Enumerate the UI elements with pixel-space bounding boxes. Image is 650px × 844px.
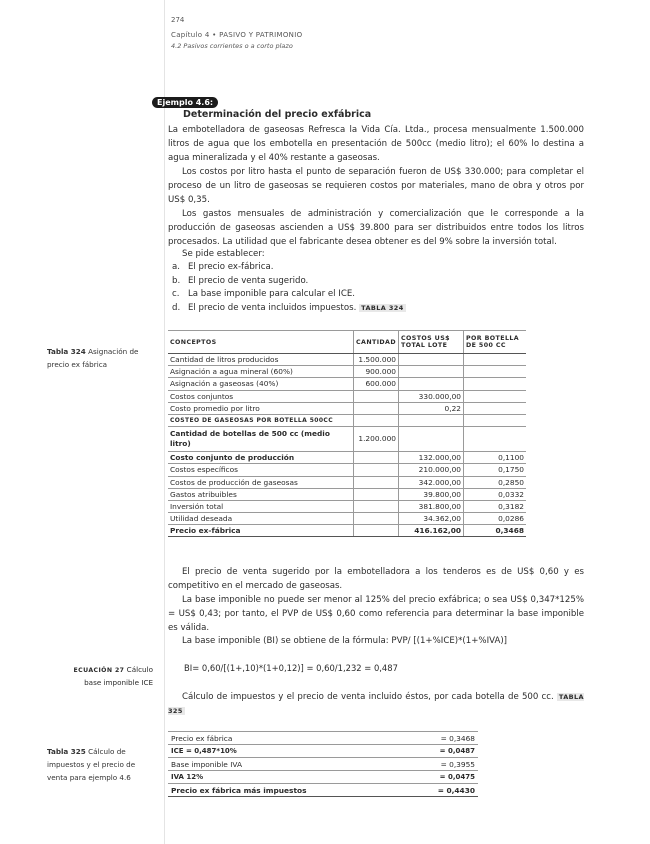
list-item: b. El precio de venta sugerido. (172, 275, 309, 286)
table-total-row: Precio ex fábrica más impuestos = 0,4430 (168, 784, 478, 797)
paragraph-intro: La embotelladora de gaseosas Refresca la Vida Cía. Ltda., procesa mensualmente 1.500.000 litros de agua que los embotella en presentación de 500cc (medio litro); el 60% lo destina a agua mineralizada y el 40% restante a gaseosas. (168, 125, 584, 164)
table-row: IVA 12% = 0,0475 (168, 771, 478, 784)
page-number: 274 (171, 16, 185, 24)
table-row: Cantidad de botellas de 500 cc (medio litro) 1.200.000 (168, 427, 526, 452)
table324-caption: Tabla 324 Asignación de precio ex fábrica (47, 347, 139, 369)
table-row: Asignación a agua mineral (60%) 900.000 (168, 366, 526, 378)
table-row: Cantidad de litros producidos 1.500.000 (168, 354, 526, 366)
example-badge: Ejemplo 4.6: (152, 97, 218, 108)
list-item: d. El precio de venta incluidos impuestos. TABLA 324 (172, 302, 404, 313)
paragraph-request: Se pide establecer: (182, 249, 265, 259)
table-row: Costos específicos 210.000,00 0,1750 (170, 465, 524, 475)
table-row: Precio ex fábrica = 0,3468 (168, 732, 478, 745)
table-header: CONCEPTOS CANTIDAD COSTOS US$ TOTAL LOTE POR BOTELLA DE 500 CC (168, 331, 526, 354)
table-reference: TABLA 324 (361, 303, 404, 312)
table-row: Gastos atribuibles 39.800,00 0,0332 (170, 489, 524, 499)
paragraph-costs: Los costos por litro hasta el punto de separación fueron de US$ 330.000; para completar el proceso de un litro de gaseosas se requieren costos por materiales, mano de obra y otros por US$ 0,35. (168, 167, 584, 206)
table-row: Costos de producción de gaseosas 342.000,00 0,2850 (170, 477, 524, 487)
margin-rule (164, 0, 165, 844)
table-reference: TABLA 325 (168, 693, 584, 716)
paragraph-suggested-price: El precio de venta sugerido por la embotelladora a los tenderos es de US$ 0,60 y es competitivo en el mercado de gaseosas. (168, 567, 584, 592)
table-total-row: Precio ex-fábrica 416.162,00 0,3468 (170, 526, 524, 536)
paragraph-formula: La base imponible (BI) se obtiene de la fórmula: PVP/ [(1+%ICE)*(1+%IVA)] (182, 636, 508, 646)
example-title: Determinación del precio exfábrica (183, 109, 372, 120)
table-section-row: COSTEO DE GASEOSAS POR BOTELLA 500CC (168, 414, 526, 426)
paragraph-expenses: Los gastos mensuales de administración y comercialización que le corresponde a la producción de gaseosas ascienden a US$ 39.800 para ser distribuidos entre todos los litros procesados. La utilidad que el fabricante desea obtener es del 9% sobre la inversión total. (168, 209, 584, 248)
table-row: Costo conjunto de producción 132.000,00 0,1100 (170, 453, 524, 463)
table-row: Utilidad deseada 34.362,00 0,0286 (170, 514, 524, 524)
paragraph-tax-calc: Cálculo de impuestos y el precio de venta incluido éstos, por cada botella de 500 cc. TABLA 325 (168, 692, 584, 716)
list-item: a. El precio ex-fábrica. (172, 262, 274, 272)
paragraph-tax-base: La base imponible no puede ser menor al 125% del precio exfábrica; o sea US$ 0,347*125% = US$ 0,43; por tanto, el PVP de US$ 0,60 como referencia para determinar la base imponible es válida. (168, 595, 584, 634)
table-row: ICE = 0,487*10% = 0,0487 (168, 745, 478, 758)
table-row: Base imponible IVA = 0,3955 (168, 758, 478, 771)
chapter-heading: Capítulo 4 • PASIVO Y PATRIMONIO (171, 31, 303, 39)
table-row: Asignación a gaseosas (40%) 600.000 (168, 378, 526, 390)
table-row: Costos conjuntos 330.000,00 (168, 390, 526, 402)
table-row: Inversión total 381.800,00 0,3182 (170, 501, 524, 511)
equation: BI= 0,60/[(1+,10)*(1+0,12)] = 0,60/1,232 = 0,487 (184, 663, 398, 673)
list-item: c. La base imponible para calcular el ICE. (172, 289, 355, 300)
table-324 (168, 330, 526, 537)
section-heading: 4.2 Pasivos corrientes o a corto plazo (171, 42, 293, 50)
equation-caption: ECUACIÓN 27 Cálculo base imponible ICE (73, 665, 153, 687)
table325-caption: Tabla 325 Cálculo de impuestos y el precio de venta para ejemplo 4.6 (47, 747, 136, 782)
table-row: Costo promedio por litro 0,22 (168, 402, 526, 414)
table-325 (168, 731, 478, 797)
requirements-list (172, 261, 406, 315)
